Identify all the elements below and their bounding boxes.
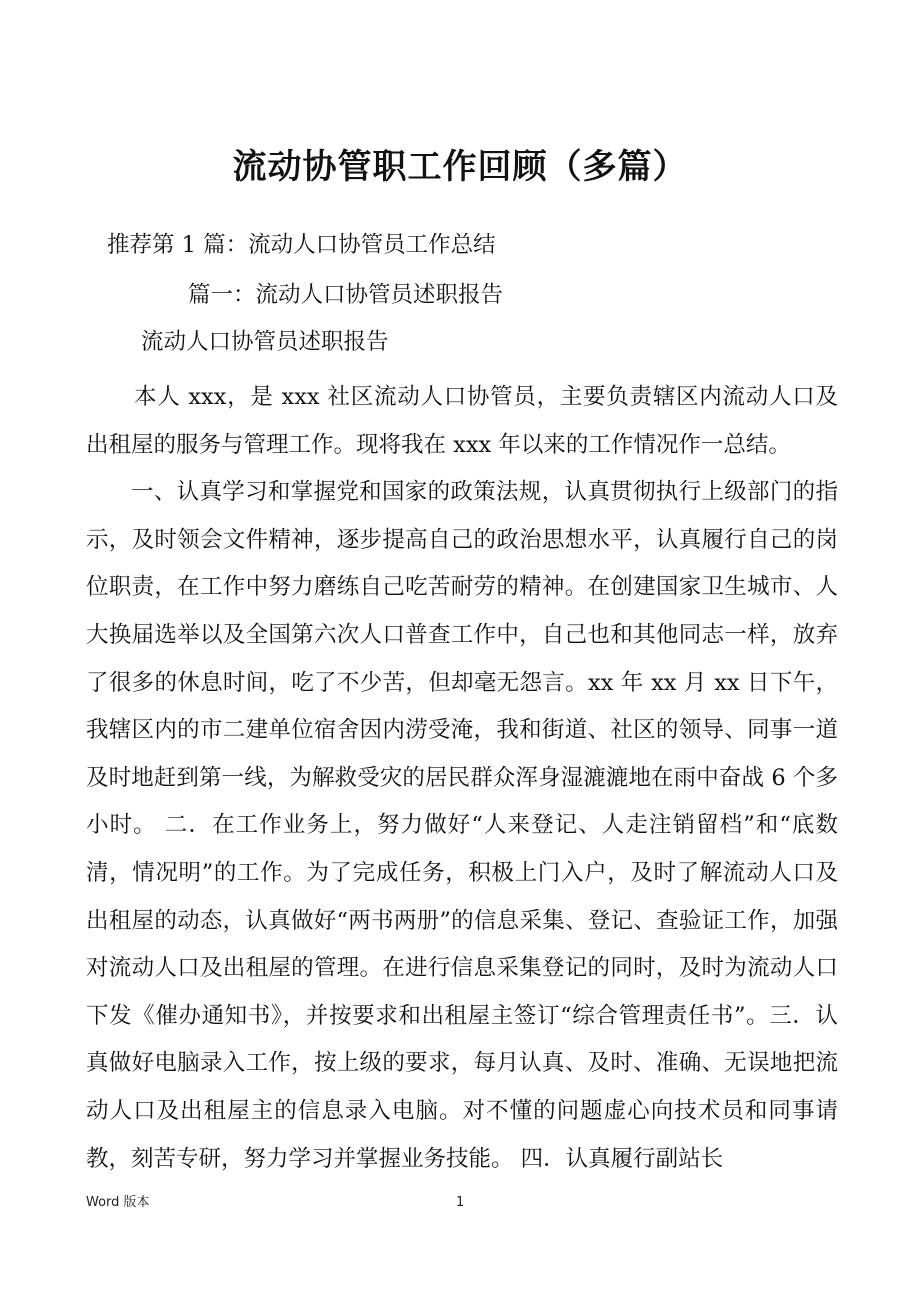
part-heading: 篇一：流动人口协管员述职报告 [188,282,504,308]
paragraph-main: 一、认真学习和掌握党和国家的政策法规，认真贯彻执行上级部门的指示，及时领会文件精神，逐步提高自己的政治思想水平，认真履行自己的岗位职责，在工作中努力磨练自己吃苦耐劳的精神。在创建国家卫生城市、人大换届选举以及全国第六次人口普查工作中，自己也和其他同志一样，放弃了很多的休息时间，吃了不少苦，但却毫无怨言。xx 年 xx 月 xx 日下午，我辖区内的市二建单位宿舍因内涝受淹，我和街道、社区的领导、同事一道及时地赶到第一线，为解救受灾的居民群众浑身湿漉漉地在雨中奋战 6 个多小时。 二．在工作业务上，努力做好“人来登记、人走注销留档”和“底数清，情况明”的工作。为了完成任务，积极上门入户，及时了解流动人口及出租屋的动态，认真做好“两书两册”的信息采集、登记、查验证工作，加强对流动人口及出租屋的管理。在进行信息采集登记的同时，及时为流动人口下发《催办通知书》，并按要求和出租屋主签订“综合管理责任书”。三．认真做好电脑录入工作，按上级的要求，每月认真、及时、准确、无误地把流动人口及出租屋主的信息录入电脑。对不懂的问题虚心向技术员和同事请教，刻苦专研，努力学习并掌握业务技能。 四．认真履行副站长 [86,479,838,1172]
paragraph-intro: 本人 xxx，是 xxx 社区流动人口协管员，主要负责辖区内流动人口及出租屋的服务与管理工作。现将我在 xxx 年以来的工作情况作一总结。 [86,384,838,458]
body-text [86,374,838,1183]
document-title: 流动协管职工作回顾（多篇） [232,147,688,187]
recommend-heading: 推荐第 1 篇：流动人口协管员工作总结 [107,232,496,258]
page-number: 1 [456,1195,465,1210]
footer-label: Word 版本 [86,1195,150,1210]
report-heading: 流动人口协管员述职报告 [141,329,389,355]
